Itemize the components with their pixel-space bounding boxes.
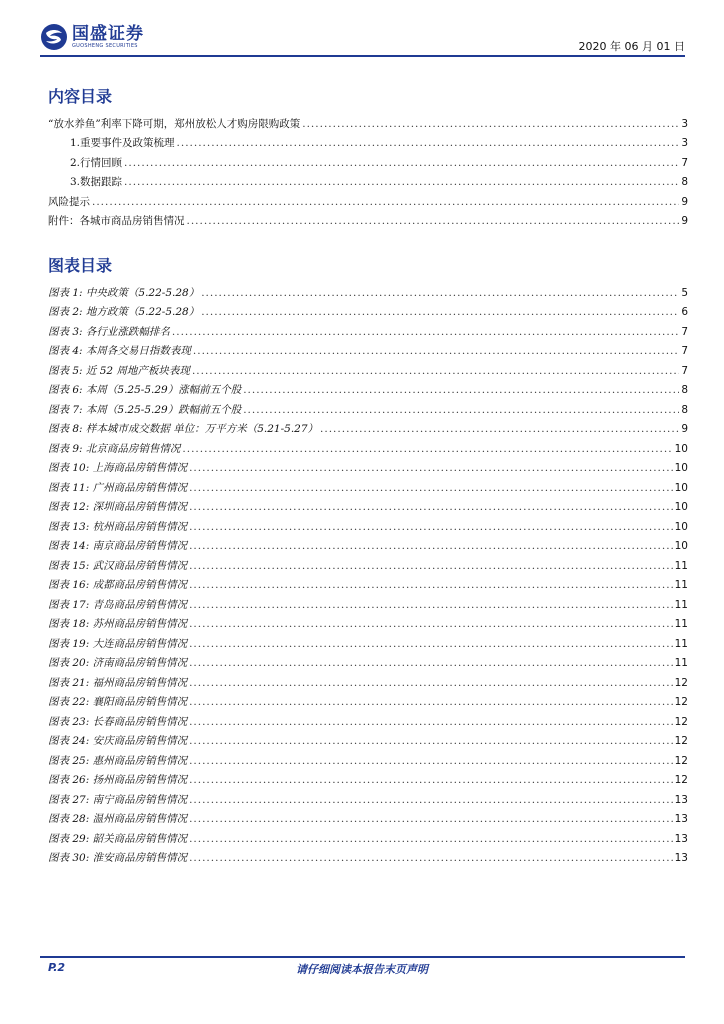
figure-item-label: 图表 1: 中央政策（5.22-5.28） — [48, 286, 200, 299]
leader-dots — [189, 774, 673, 786]
leader-dots — [243, 404, 679, 416]
figure-item-page: 13 — [674, 813, 688, 825]
logo-chinese-name: 国盛证券 — [72, 23, 144, 44]
leader-dots — [189, 560, 673, 572]
header-divider — [40, 55, 685, 57]
figure-item-page: 11 — [674, 598, 688, 611]
leader-dots — [189, 696, 673, 708]
figure-item[interactable] — [48, 396, 688, 416]
leader-dots — [193, 345, 679, 357]
leader-dots — [189, 755, 673, 767]
leader-dots — [189, 462, 673, 474]
figure-item[interactable] — [48, 474, 688, 494]
figure-item-page: 8 — [681, 403, 688, 416]
leader-dots — [189, 618, 673, 630]
figure-item-page: 10 — [674, 520, 688, 533]
contents-item-label: 2.行情回顾 — [70, 156, 123, 169]
figure-item-label: 图表 15: 武汉商品房销售情况 — [48, 559, 188, 572]
figure-item[interactable] — [48, 669, 688, 689]
contents-item-label: 附件：各城市商品房销售情况 — [48, 215, 185, 227]
leader-dots — [189, 794, 673, 806]
leader-dots — [302, 118, 679, 130]
figure-item[interactable] — [48, 533, 688, 553]
figure-item-page: 12 — [674, 676, 688, 689]
contents-item[interactable] — [48, 130, 688, 150]
leader-dots — [189, 735, 673, 747]
figure-item[interactable] — [48, 767, 688, 787]
figure-item-label: 图表 30: 淮安商品房销售情况 — [48, 852, 188, 864]
figure-item-label: 图表 14: 南京商品房销售情况 — [48, 540, 188, 552]
figure-item-page: 11 — [674, 637, 688, 650]
figure-item-label: 图表 10: 上海商品房销售情况 — [48, 462, 188, 474]
figure-item[interactable] — [48, 825, 688, 845]
figure-item[interactable] — [48, 377, 688, 397]
leader-dots — [92, 196, 679, 208]
figure-item-label: 图表 2: 地方政策（5.22-5.28） — [48, 306, 200, 318]
contents-item-page: 8 — [681, 176, 688, 188]
page-header — [40, 18, 685, 58]
figure-item[interactable] — [48, 650, 688, 670]
figure-item-page: 11 — [674, 579, 688, 591]
figure-item-page: 11 — [674, 559, 688, 572]
figure-item[interactable] — [48, 611, 688, 631]
figure-item-label: 图表 21: 福州商品房销售情况 — [48, 676, 188, 689]
contents-item[interactable] — [48, 169, 688, 189]
figure-item-page: 10 — [674, 501, 688, 513]
figure-item[interactable] — [48, 728, 688, 748]
leader-dots — [201, 306, 679, 318]
leader-dots — [243, 384, 679, 396]
figure-item-page: 12 — [674, 754, 688, 767]
figure-item-page: 11 — [674, 657, 688, 669]
figure-item-label: 图表 20: 济南商品房销售情况 — [48, 657, 188, 669]
figure-item[interactable] — [48, 630, 688, 650]
figure-item[interactable] — [48, 708, 688, 728]
figure-item[interactable] — [48, 357, 688, 377]
contents-item-label: 1.重要事件及政策梳理 — [70, 137, 175, 149]
contents-title: 内容目录 — [48, 87, 113, 106]
report-date: 2020 年 06 月 01 日 — [578, 40, 685, 53]
figure-item-label: 图表 13: 杭州商品房销售情况 — [48, 520, 188, 533]
figure-item[interactable] — [48, 513, 688, 533]
figure-item-page: 10 — [674, 481, 688, 494]
leader-dots — [320, 423, 679, 435]
figure-item-page: 8 — [681, 384, 688, 396]
figure-item-page: 6 — [681, 306, 688, 318]
figure-item-label: 图表 6: 本周（5.25-5.29）涨幅前五个股 — [48, 384, 242, 396]
figure-item-label: 图表 26: 扬州商品房销售情况 — [48, 774, 188, 786]
figure-item-label: 图表 18: 苏州商品房销售情况 — [48, 618, 188, 630]
figure-item[interactable] — [48, 747, 688, 767]
figure-item-page: 7 — [681, 345, 688, 357]
contents-item-label: 风险提示 — [48, 195, 90, 208]
leader-dots — [189, 677, 673, 689]
contents-item-page: 9 — [681, 215, 688, 227]
figure-item-label: 图表 16: 成都商品房销售情况 — [48, 579, 188, 591]
leader-dots — [189, 501, 673, 513]
footer-disclaimer: 请仔细阅读本报告末页声明 — [296, 963, 428, 976]
figure-item[interactable] — [48, 416, 688, 436]
figure-item-page: 13 — [674, 852, 688, 864]
figure-item-label: 图表 25: 惠州商品房销售情况 — [48, 754, 188, 767]
figure-item-page: 7 — [681, 325, 688, 338]
figure-item[interactable] — [48, 455, 688, 475]
contents-item-page: 7 — [681, 156, 688, 169]
figure-item-label: 图表 23: 长春商品房销售情况 — [48, 715, 188, 728]
leader-dots — [189, 716, 673, 728]
figure-item[interactable] — [48, 318, 688, 338]
figure-item-label: 图表 11: 广州商品房销售情况 — [48, 481, 188, 494]
leader-dots — [189, 482, 673, 494]
contents-item-label: “放水养鱼”利率下降可期，郑州放松人才购房限购政策 — [48, 117, 301, 130]
figure-item-page: 10 — [674, 442, 688, 455]
figure-item[interactable] — [48, 279, 688, 299]
figure-item-page: 13 — [674, 793, 688, 806]
figure-item[interactable] — [48, 435, 688, 455]
leader-dots — [189, 852, 673, 864]
contents-item-page: 3 — [681, 117, 688, 130]
contents-item[interactable] — [48, 149, 688, 169]
figure-item-page: 12 — [674, 696, 688, 708]
company-logo — [40, 21, 144, 53]
figure-item-page: 7 — [681, 364, 688, 377]
contents-item-label: 3.数据跟踪 — [70, 176, 123, 188]
contents-item-page: 9 — [681, 195, 688, 208]
contents-item[interactable] — [48, 188, 688, 208]
leader-dots — [189, 599, 673, 611]
leader-dots — [189, 521, 673, 533]
figure-item-label: 图表 8: 样本城市成交数据 单位：万平方米（5.21-5.27） — [48, 423, 319, 435]
figure-item-label: 图表 4: 本周各交易日指数表现 — [48, 345, 191, 357]
leader-dots — [201, 287, 679, 299]
leader-dots — [189, 540, 673, 552]
leader-dots — [124, 176, 679, 188]
figure-item-label: 图表 5: 近 52 周地产板块表现 — [48, 364, 190, 377]
leader-dots — [177, 137, 680, 149]
figures-list — [48, 279, 688, 864]
figure-item[interactable] — [48, 806, 688, 826]
figure-item[interactable] — [48, 572, 688, 592]
footer-divider — [40, 956, 685, 958]
figure-item-page: 12 — [674, 715, 688, 728]
figure-item-page: 11 — [674, 618, 688, 630]
figure-item-page: 12 — [674, 774, 688, 786]
figure-item-label: 图表 22: 襄阳商品房销售情况 — [48, 696, 188, 708]
figure-item-label: 图表 9: 北京商品房销售情况 — [48, 442, 181, 455]
figure-item-label: 图表 3: 各行业涨跌幅排名 — [48, 325, 170, 338]
figure-item-label: 图表 28: 温州商品房销售情况 — [48, 813, 188, 825]
figure-item-page: 9 — [681, 423, 688, 435]
figure-item[interactable] — [48, 845, 688, 865]
figure-item[interactable] — [48, 494, 688, 514]
leader-dots — [189, 638, 673, 650]
figure-item[interactable] — [48, 552, 688, 572]
logo-english-name: GUOSHENG SECURITIES — [72, 42, 138, 49]
leader-dots — [189, 813, 673, 825]
leader-dots — [189, 657, 673, 669]
contents-item[interactable] — [48, 110, 688, 130]
leader-dots — [189, 833, 673, 845]
contents-item-page: 3 — [681, 137, 688, 149]
leader-dots — [182, 443, 672, 455]
figure-item-page: 10 — [674, 462, 688, 474]
figure-item-label: 图表 27: 南宁商品房销售情况 — [48, 793, 188, 806]
figure-item[interactable] — [48, 786, 688, 806]
figure-item-label: 图表 19: 大连商品房销售情况 — [48, 637, 188, 650]
figure-item-label: 图表 17: 青岛商品房销售情况 — [48, 598, 188, 611]
leader-dots — [124, 157, 679, 169]
figures-title: 图表目录 — [48, 256, 113, 275]
logo-mark-icon — [40, 23, 68, 51]
figure-item[interactable] — [48, 338, 688, 358]
figure-item[interactable] — [48, 689, 688, 709]
leader-dots — [189, 579, 673, 591]
figure-item[interactable] — [48, 299, 688, 319]
figure-item-page: 12 — [674, 735, 688, 747]
figure-item-label: 图表 24: 安庆商品房销售情况 — [48, 735, 188, 747]
figure-item-page: 5 — [681, 286, 688, 299]
figure-item-label: 图表 12: 深圳商品房销售情况 — [48, 501, 188, 513]
figure-item-page: 10 — [674, 540, 688, 552]
figure-item[interactable] — [48, 591, 688, 611]
figure-item-label: 图表 7: 本周（5.25-5.29）跌幅前五个股 — [48, 403, 242, 416]
leader-dots — [192, 365, 679, 377]
leader-dots — [172, 326, 679, 338]
contents-item[interactable] — [48, 208, 688, 228]
figure-item-label: 图表 29: 韶关商品房销售情况 — [48, 832, 188, 845]
page-number: P.2 — [48, 961, 66, 974]
contents-list — [48, 110, 688, 227]
figure-item-page: 13 — [674, 832, 688, 845]
leader-dots — [187, 215, 680, 227]
